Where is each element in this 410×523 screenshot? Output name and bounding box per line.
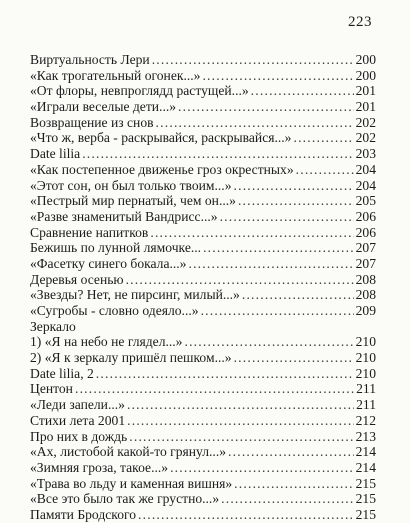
toc-entry <box>30 178 376 194</box>
toc-entry <box>30 225 376 241</box>
toc-entry-page: 213 <box>355 428 376 444</box>
dot-leader <box>234 350 354 366</box>
dot-leader <box>152 52 354 68</box>
dot-leader <box>129 429 353 445</box>
dot-leader <box>156 115 354 131</box>
toc-entry-page: 214 <box>355 444 376 460</box>
toc-entry-page: 207 <box>355 255 376 271</box>
toc-entry-title: «Зимняя гроза, такое...» <box>30 459 169 475</box>
dot-leader <box>82 146 353 162</box>
toc-entry-page: 204 <box>355 177 376 193</box>
dot-leader <box>234 476 353 492</box>
toc-entry <box>30 350 376 366</box>
toc-entry-title: «Как трогательный огонек...» <box>30 67 201 83</box>
table-of-contents <box>30 52 376 523</box>
toc-entry-title: «Звезды? Нет, не пирсинг, милый...» <box>30 287 240 303</box>
dot-leader <box>75 381 354 397</box>
toc-entry <box>30 83 376 99</box>
toc-entry-title: Зеркало <box>30 318 76 334</box>
toc-entry-title: «Сугробы - словно одеяло...» <box>30 303 199 318</box>
toc-entry-title: «Пестрый мир пернатый, чем он...» <box>30 193 236 209</box>
toc-entry-page: 215 <box>355 506 376 522</box>
toc-entry-page: 210 <box>355 350 376 366</box>
dot-leader <box>150 225 353 241</box>
toc-entry-page: 214 <box>355 459 376 475</box>
toc-entry-title: «Разве знаменитый Вандрисс...» <box>30 208 218 224</box>
toc-entry-title: Бежишь по лунной лямочке... <box>30 240 202 256</box>
toc-entry-page: 201 <box>355 99 376 115</box>
toc-entry <box>30 162 376 178</box>
toc-entry-title: Памяти Бродского <box>30 506 137 522</box>
toc-entry-page: 208 <box>355 271 376 287</box>
toc-entry-page: 207 <box>355 240 376 256</box>
toc-entry <box>30 115 376 131</box>
toc-entry <box>30 256 376 272</box>
toc-entry-title: «Этот сон, он был только твоим...» <box>30 177 232 193</box>
toc-entry-page: 204 <box>355 161 376 177</box>
toc-entry <box>30 397 376 413</box>
toc-entry <box>30 193 376 209</box>
toc-entry-page: 211 <box>356 381 376 397</box>
dot-leader <box>201 303 354 319</box>
toc-entry <box>30 146 376 162</box>
toc-entry <box>30 491 376 507</box>
dot-leader <box>228 444 354 460</box>
dot-leader <box>126 272 354 288</box>
toc-entry <box>30 99 376 115</box>
dot-leader <box>170 460 354 476</box>
toc-entry-title: Про них в дождь <box>30 428 128 444</box>
toc-entry-page: 203 <box>355 146 376 162</box>
dot-leader <box>220 209 354 225</box>
toc-entry-title: 1) «Я на небо не глядел...» <box>30 334 183 350</box>
toc-entry-title: Сравнение напитков <box>30 224 149 240</box>
toc-entry <box>30 476 376 492</box>
toc-entry-title: «Леди запели...» <box>30 397 125 413</box>
dot-leader <box>188 256 353 272</box>
toc-entry-title: Date lilia <box>30 146 81 162</box>
dot-leader <box>242 287 354 303</box>
toc-entry <box>30 209 376 225</box>
toc-entry-title: Виртуальность Лери <box>30 52 150 67</box>
toc-entry-page: 202 <box>355 114 376 130</box>
dot-leader <box>178 99 354 115</box>
toc-entry-title: «Как постепенное движенье гроз окрестных» <box>30 161 294 177</box>
dot-leader <box>127 397 354 413</box>
toc-entry <box>30 413 376 429</box>
toc-entry-title: «Играли веселые дети...» <box>30 99 177 115</box>
toc-entry-page: 215 <box>355 475 376 491</box>
toc-entry-title: Date lilia, 2 <box>30 365 94 381</box>
toc-entry <box>30 240 376 256</box>
page-number: 223 <box>348 14 372 30</box>
toc-entry <box>30 287 376 303</box>
toc-entry-page: 202 <box>355 130 376 146</box>
dot-leader <box>127 413 353 429</box>
dot-leader <box>96 366 354 382</box>
toc-entry <box>30 303 376 319</box>
toc-entry-title: «Ах, листобой какой-то грянул...» <box>30 444 227 460</box>
toc-entry <box>30 130 376 146</box>
toc-entry-page: 206 <box>355 224 376 240</box>
toc-entry <box>30 52 376 68</box>
toc-entry-title: «Что ж, верба - раскрывайся, раскрывайся...» <box>30 130 292 146</box>
toc-entry <box>30 429 376 445</box>
toc-entry <box>30 68 376 84</box>
toc-entry-page: 211 <box>356 397 376 413</box>
dot-leader <box>221 491 353 507</box>
toc-entry-title: 2) «Я к зеркалу пришёл пешком...» <box>30 350 232 366</box>
toc-entry <box>30 444 376 460</box>
toc-entry <box>30 460 376 476</box>
toc-entry <box>30 319 376 335</box>
dot-leader <box>293 130 353 146</box>
dot-leader <box>203 240 354 256</box>
toc-entry-page: 205 <box>355 193 376 209</box>
toc-entry-page: 200 <box>355 67 376 83</box>
toc-entry-page: 206 <box>355 208 376 224</box>
toc-entry-page: 209 <box>355 303 376 318</box>
dot-leader <box>202 68 353 84</box>
toc-entry-page: 210 <box>355 334 376 350</box>
toc-entry <box>30 507 376 523</box>
toc-entry-page: 212 <box>355 412 376 428</box>
toc-entry <box>30 366 376 382</box>
toc-entry-title: «От флоры, невпроглядд растущей...» <box>30 83 249 99</box>
dot-leader <box>251 83 354 99</box>
toc-entry-title: «Все это было так же грустно...» <box>30 491 220 507</box>
toc-entry <box>30 381 376 397</box>
toc-entry-page: 215 <box>355 491 376 507</box>
toc-entry-title: Центон <box>30 381 73 397</box>
toc-entry-title: Стихи лета 2001 <box>30 412 126 428</box>
toc-entry-title: «Фасетку синего бокала...» <box>30 255 187 271</box>
toc-entry <box>30 334 376 350</box>
dot-leader <box>184 334 353 350</box>
toc-entry-page: 201 <box>355 83 376 99</box>
toc-entry-title: Деревья осенью <box>30 271 124 287</box>
toc-entry <box>30 272 376 288</box>
toc-entry-title: Возвращение из снов <box>30 114 154 130</box>
dot-leader <box>296 162 354 178</box>
toc-entry-page: 210 <box>355 365 376 381</box>
toc-entry-title: «Трава во льду и каменная вишня» <box>30 475 233 491</box>
toc-entry-page: 200 <box>355 52 376 67</box>
dot-leader <box>234 178 354 194</box>
dot-leader <box>238 193 354 209</box>
dot-leader <box>138 507 354 523</box>
toc-entry-page: 208 <box>355 287 376 303</box>
